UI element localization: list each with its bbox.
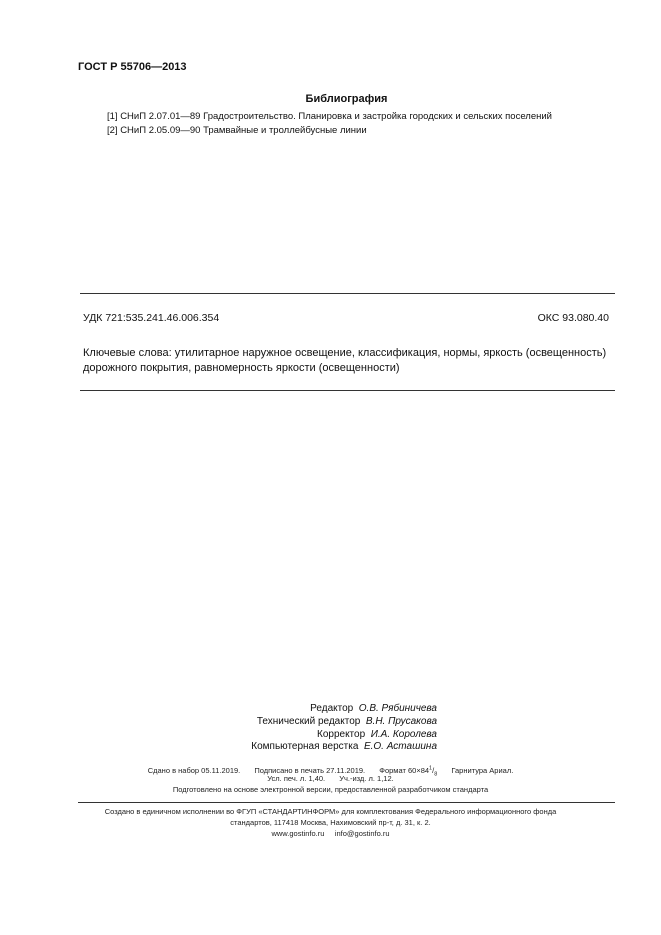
footer-divider [78,802,615,803]
oks-code: ОКС 93.080.40 [537,312,609,324]
credit-tech-editor [257,716,437,727]
footer-line2: стандартов, 117418 Москва, Нахимовский пр-т, д. 31, к. 2. [230,818,431,827]
credit-role: Технический редактор [256,716,361,727]
credit-role: Компьютерная верстка [251,741,359,752]
website-link[interactable]: www.gostinfo.ru [271,829,325,838]
format-den: 8 [434,771,438,777]
print-info-line2 [0,774,661,783]
email-link[interactable]: info@gostinfo.ru [334,829,390,838]
credit-role: Редактор [310,703,354,714]
bibliography-title: Библиография [305,93,388,105]
credit-name: И.А. Королева [370,729,437,740]
publisher-sheets: Уч.-изд. л. 1,12. [339,774,394,783]
credit-corrector [317,729,437,740]
credit-layout [251,741,437,752]
bibliography-item: [2] СНиП 2.05.09—90 Трамвайные и троллейбусные линии [107,125,367,136]
format-prefix: Формат 60×84 [379,765,430,775]
format-num: 1 [429,765,433,771]
bibliography-item: [1] СНиП 2.07.01—89 Градостроительство. Планировка и застройка городских и сельских поселений [107,111,552,122]
signed-date: Подписано в печать 27.11.2019. [254,765,366,775]
keywords: Ключевые слова: утилитарное наружное освещение, классификация, нормы, яркость (освещенность) дорожного покрытия, равномерность яркости (освещенности) [83,347,607,374]
credit-name: Е.О. Асташина [363,741,437,752]
credit-role: Корректор [317,729,366,740]
paper-format: Формат $60\times 84^1/_8$ [379,765,438,777]
footer-contacts [0,829,661,838]
typeface: Гарнитура Ариал. [451,765,514,775]
credit-name: О.В. Рябиничева [358,703,437,714]
credit-name: В.Н. Прусакова [365,716,437,727]
udk-code: УДК 721:535.241.46.006.354 [83,312,220,324]
prepared-note: Подготовлено на основе электронной версии, предоставленной разработчиком стандарта [172,785,489,794]
print-sheets: Усл. печ. л. 1,40. [267,774,326,783]
footer-line1: Создано в единичном исполнении во ФГУП «СТАНДАРТИНФОРМ» для комплектования Федерального информационного фонда [104,807,557,816]
document-code: ГОСТ Р 55706—2013 [78,61,187,73]
sent-date: Сдано в набор 05.11.2019. [147,765,241,775]
divider-bottom [80,390,615,391]
credit-editor [310,703,437,714]
divider-top [80,293,615,294]
